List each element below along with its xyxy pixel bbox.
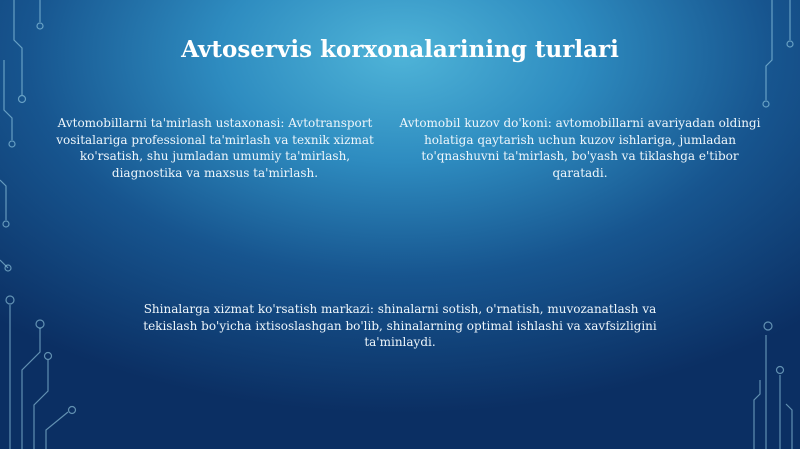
text-block-repair-workshop: Avtomobillarni ta'mirlash ustaxonasi: Avtotransport vositalariga professional ta'mirlash va texnik xizmat ko'rsatish, shu jumladan umumiy ta'mirlash, diagnostika va maxsus ta'mirlash. (56, 116, 374, 180)
circuit-line (46, 412, 68, 449)
circuit-node (19, 96, 26, 103)
circuit-node (3, 221, 9, 227)
circuit-line (0, 180, 6, 220)
circuit-node (763, 101, 769, 107)
circuit-node (9, 141, 15, 147)
circuit-node (6, 296, 14, 304)
circuit-node (36, 320, 44, 328)
circuit-node (45, 353, 52, 360)
slide-title: Avtoservis korxonalarining turlari (181, 36, 619, 63)
circuit-line (786, 404, 792, 449)
circuit-node (69, 407, 76, 414)
circuit-node (777, 367, 784, 374)
text-block-body-shop: Avtomobil kuzov do'koni: avtomobillarni avariyadan oldingi holatiga qaytarish uchun kuzov ishlariga, jumladan to'qnashuvni ta'mirlash, bo'yash va tiklashga e'tibor qaratadi. (399, 116, 761, 180)
circuit-line (22, 328, 40, 449)
circuit-line (754, 380, 760, 449)
circuit-line (4, 60, 12, 140)
circuit-line (0, 260, 8, 268)
circuit-node (764, 322, 772, 330)
circuit-node (37, 23, 43, 29)
text-block-tire-service: Shinalarga xizmat ko'rsatish markazi: shinalarni sotish, o'rnatish, muvozanatlash va tekislash bo'yicha ixtisoslashgan bo'lib, shinalarning optimal ishlashi va xavfsizligini ta'minlaydi. (143, 302, 657, 349)
